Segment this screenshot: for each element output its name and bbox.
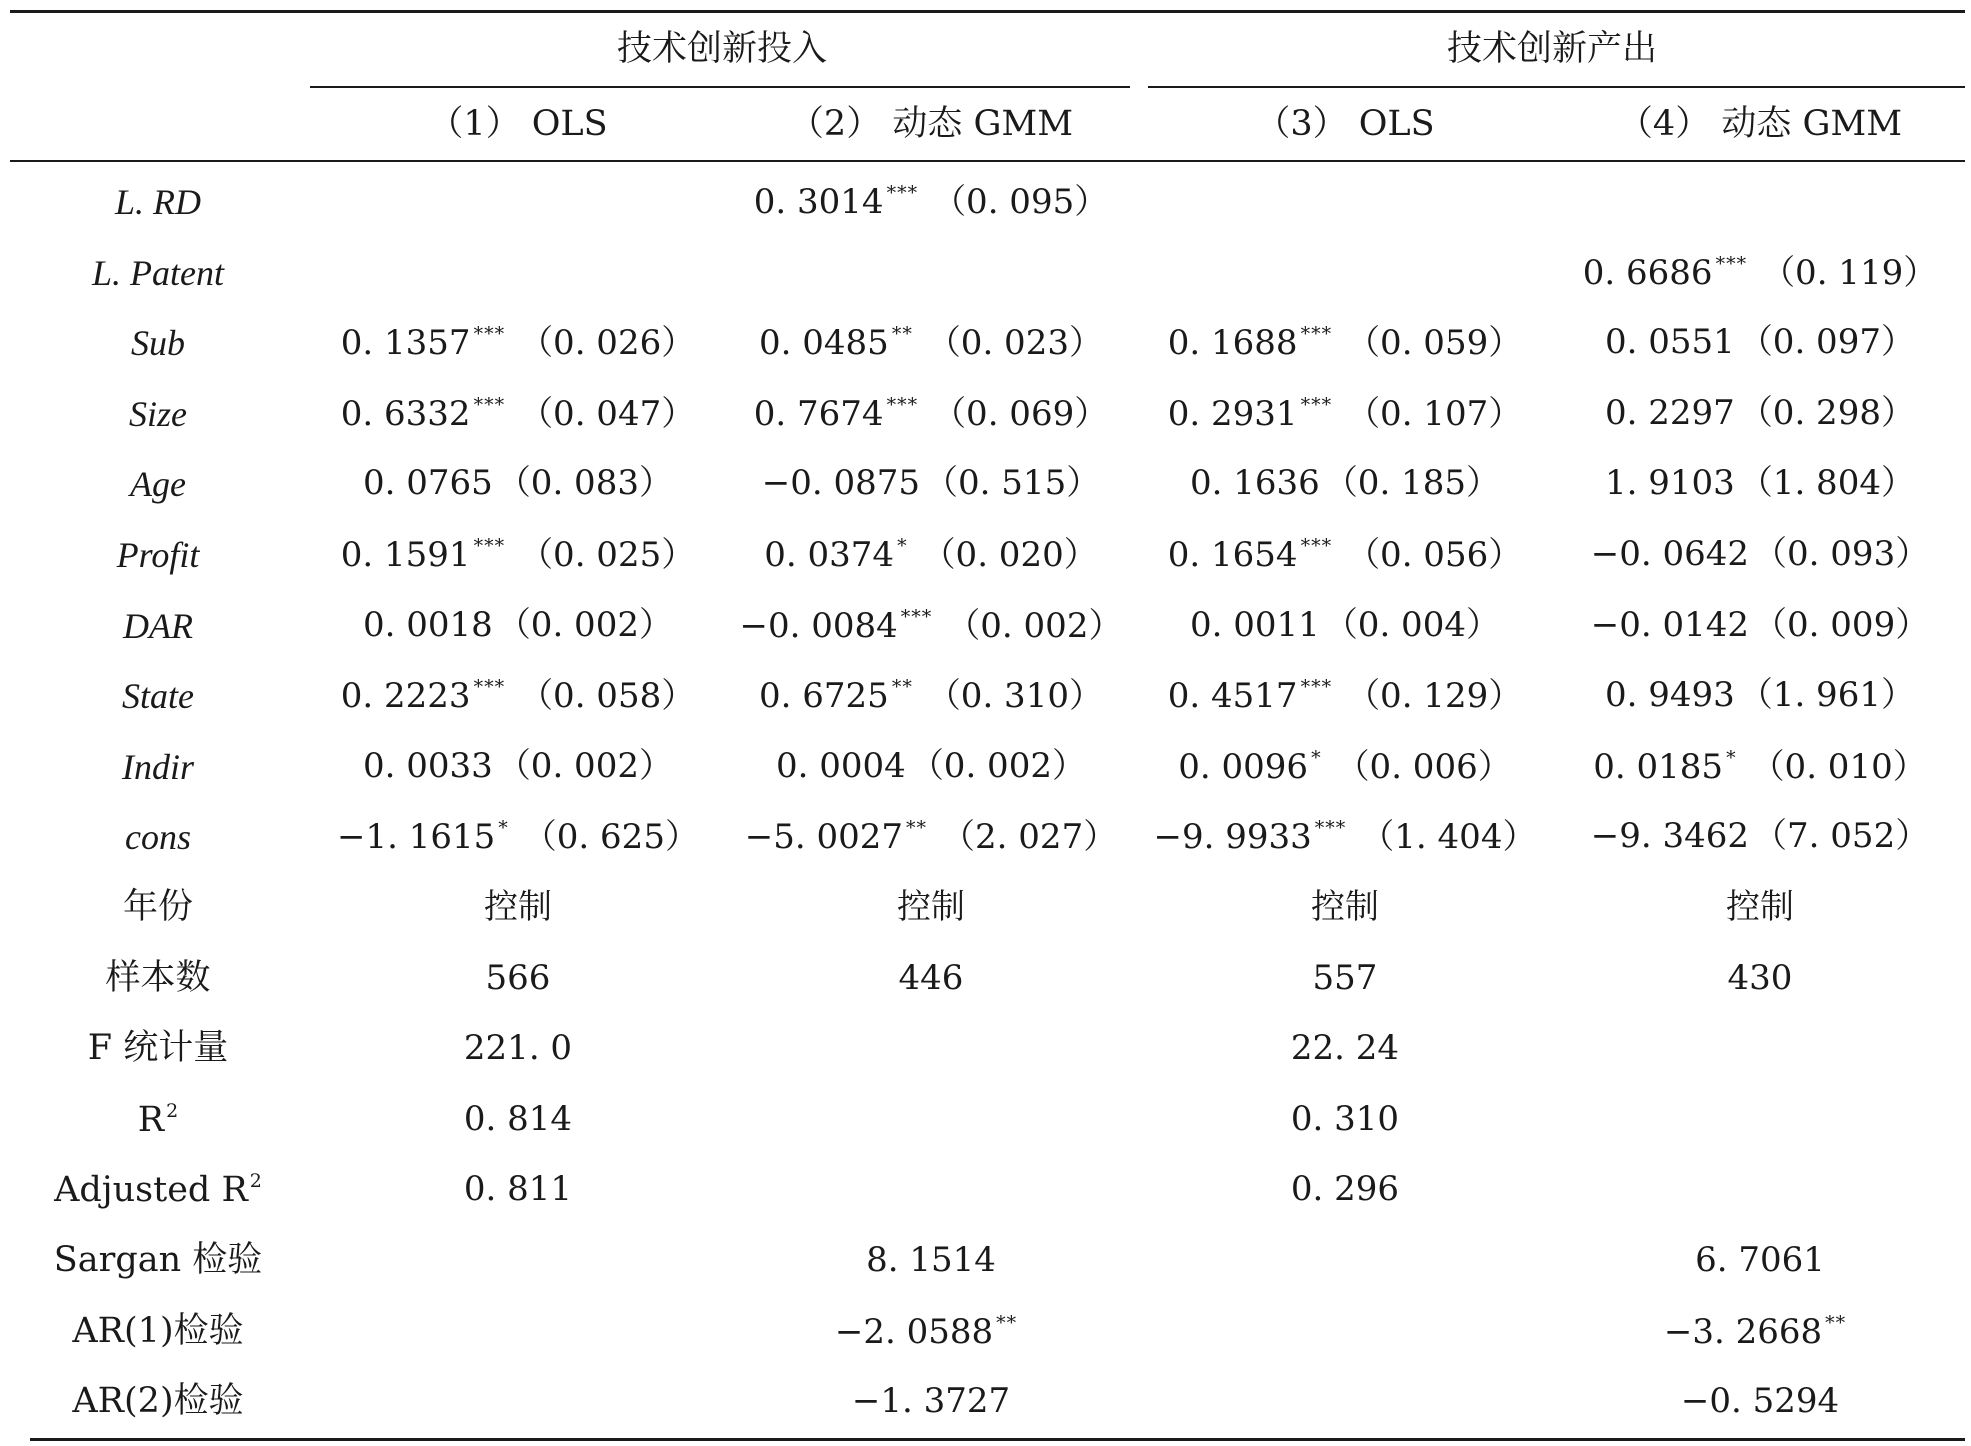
cell-coefficient: −5. 0027 bbox=[744, 817, 904, 857]
row-label-superscript: 2 bbox=[249, 1170, 262, 1192]
table-cell bbox=[485, 958, 551, 998]
cell-coefficient: −0. 0642 bbox=[1590, 534, 1750, 574]
cell-standard-error: （0. 009） bbox=[1753, 605, 1930, 645]
row-label-text: R bbox=[137, 1100, 165, 1140]
cell-standard-error: （0. 095） bbox=[932, 182, 1109, 222]
cell-standard-error: （0. 107） bbox=[1346, 394, 1523, 434]
cell-standard-error: （0. 002） bbox=[946, 606, 1123, 646]
cell-coefficient: 0. 0185 bbox=[1593, 747, 1724, 787]
cell-standard-error: （0. 310） bbox=[926, 676, 1103, 716]
row-label bbox=[72, 1311, 244, 1351]
row-label bbox=[53, 1240, 263, 1280]
table-cell bbox=[1312, 958, 1378, 998]
table-cell bbox=[776, 746, 1086, 786]
row-label-text: Age bbox=[130, 464, 186, 504]
cell-coefficient: 0. 2297 bbox=[1605, 393, 1735, 433]
row-label-text: AR(1)检验 bbox=[72, 1311, 244, 1351]
row-label-text: Indir bbox=[122, 747, 194, 787]
row-label-text: Sub bbox=[131, 323, 185, 363]
table-cell bbox=[1290, 1099, 1400, 1139]
cell-coefficient: 221. 0 bbox=[463, 1028, 573, 1068]
significance-stars: ** bbox=[1825, 1312, 1847, 1334]
row-label-text: 年份 bbox=[122, 887, 194, 927]
group-header-innovation-input: 技术创新投入 bbox=[616, 29, 828, 69]
cell-standard-error: （0. 119） bbox=[1761, 253, 1938, 293]
cell-coefficient: −0. 0142 bbox=[1590, 605, 1750, 645]
cell-standard-error: （0. 020） bbox=[921, 535, 1098, 575]
table-cell bbox=[340, 676, 696, 716]
cell-coefficient: 430 bbox=[1727, 958, 1793, 998]
cell-coefficient: 控制 bbox=[1311, 887, 1379, 927]
table-cell bbox=[834, 1312, 1027, 1352]
table-cell bbox=[337, 817, 699, 857]
row-label-text: Profit bbox=[116, 535, 200, 575]
table-cell bbox=[1605, 463, 1915, 503]
cell-coefficient: 446 bbox=[898, 958, 964, 998]
table-cell bbox=[753, 394, 1109, 434]
table-cell bbox=[1290, 1169, 1400, 1209]
significance-stars: ** bbox=[891, 323, 913, 345]
cell-standard-error: （1. 961） bbox=[1738, 675, 1915, 715]
column-header-2: （2） 动态 GMM bbox=[788, 104, 1074, 144]
bottom-rule bbox=[30, 1438, 1965, 1441]
cell-standard-error: （0. 093） bbox=[1753, 534, 1930, 574]
cell-coefficient: −9. 9933 bbox=[1153, 817, 1312, 857]
row-label-text: Size bbox=[129, 394, 187, 434]
significance-stars: *** bbox=[1715, 253, 1748, 275]
cell-standard-error: （0. 002） bbox=[496, 605, 673, 645]
row-label bbox=[122, 678, 194, 714]
table-cell bbox=[1695, 1240, 1825, 1280]
cell-standard-error: （0. 097） bbox=[1738, 322, 1915, 362]
cell-coefficient: 0. 2223 bbox=[340, 676, 471, 716]
cell-standard-error: （0. 058） bbox=[519, 676, 696, 716]
significance-stars: ** bbox=[891, 676, 913, 698]
cell-coefficient: 0. 9493 bbox=[1605, 675, 1735, 715]
row-label bbox=[54, 1172, 262, 1208]
row-label bbox=[122, 887, 194, 927]
row-label-text: F 统计量 bbox=[87, 1028, 229, 1068]
cell-standard-error: （0. 047） bbox=[519, 394, 696, 434]
group-header-innovation-output: 技术创新产出 bbox=[1446, 29, 1658, 69]
cell-coefficient: −9. 3462 bbox=[1590, 816, 1750, 856]
table-cell bbox=[1593, 747, 1927, 787]
table-cell bbox=[764, 535, 1098, 575]
column-header-3: （3） OLS bbox=[1255, 104, 1435, 144]
cell-standard-error: （0. 025） bbox=[519, 535, 696, 575]
cell-coefficient: −0. 5294 bbox=[1680, 1381, 1840, 1421]
table-cell bbox=[363, 605, 673, 645]
table-cell bbox=[1167, 323, 1523, 363]
cell-standard-error: （0. 002） bbox=[909, 746, 1086, 786]
table-cell bbox=[1582, 253, 1938, 293]
row-label bbox=[131, 325, 185, 361]
cell-standard-error: （0. 056） bbox=[1346, 535, 1523, 575]
cell-coefficient: 控制 bbox=[897, 887, 965, 927]
table-cell bbox=[1190, 463, 1500, 503]
table-cell bbox=[1290, 1028, 1400, 1068]
table-cell bbox=[1178, 747, 1512, 787]
table-cell bbox=[1590, 816, 1930, 856]
cell-coefficient: 566 bbox=[485, 958, 551, 998]
table-cell bbox=[1590, 605, 1930, 645]
table-cell bbox=[1167, 676, 1523, 716]
cell-standard-error: （0. 515） bbox=[924, 463, 1101, 503]
significance-stars: ** bbox=[906, 817, 928, 839]
cell-coefficient: 0. 7674 bbox=[753, 394, 884, 434]
cell-coefficient: 0. 296 bbox=[1290, 1169, 1400, 1209]
row-label bbox=[115, 184, 201, 220]
row-label bbox=[92, 255, 224, 291]
table-cell bbox=[759, 323, 1103, 363]
cell-coefficient: 0. 1357 bbox=[340, 323, 471, 363]
table-cell bbox=[463, 1028, 573, 1068]
row-label bbox=[105, 958, 211, 998]
cell-coefficient: 8. 1514 bbox=[866, 1240, 996, 1280]
row-label-text: L. RD bbox=[114, 182, 202, 222]
cell-standard-error: （0. 298） bbox=[1738, 393, 1915, 433]
cell-standard-error: （0. 006） bbox=[1335, 747, 1512, 787]
cell-coefficient: 0. 1636 bbox=[1190, 463, 1320, 503]
cell-coefficient: 0. 2931 bbox=[1167, 394, 1298, 434]
cell-coefficient: 0. 3014 bbox=[753, 182, 884, 222]
table-cell bbox=[463, 1099, 573, 1139]
top-rule bbox=[10, 10, 1965, 13]
row-label-text: 样本数 bbox=[105, 958, 211, 998]
cell-coefficient: 0. 0551 bbox=[1605, 322, 1735, 362]
row-label bbox=[130, 466, 186, 502]
row-label-text: State bbox=[122, 676, 194, 716]
cell-standard-error: （0. 185） bbox=[1323, 463, 1500, 503]
significance-stars: ** bbox=[996, 1312, 1018, 1334]
row-label-text: AR(2)检验 bbox=[72, 1381, 244, 1421]
significance-stars: *** bbox=[1300, 535, 1333, 557]
cell-coefficient: −3. 2668 bbox=[1663, 1312, 1823, 1352]
row-label bbox=[122, 749, 194, 785]
cell-coefficient: −1. 3727 bbox=[851, 1381, 1011, 1421]
significance-stars: *** bbox=[473, 323, 506, 345]
table-cell bbox=[759, 676, 1103, 716]
significance-stars: *** bbox=[900, 606, 933, 628]
table-cell bbox=[1605, 322, 1915, 362]
group-underline-input bbox=[310, 86, 1130, 88]
significance-stars: * bbox=[1726, 747, 1737, 769]
cell-standard-error: （0. 129） bbox=[1346, 676, 1523, 716]
table-cell bbox=[463, 1169, 573, 1209]
table-cell bbox=[1727, 958, 1793, 998]
row-label bbox=[87, 1028, 229, 1068]
table-cell bbox=[1167, 394, 1523, 434]
table-cell bbox=[866, 1240, 996, 1280]
row-label-text: DAR bbox=[123, 606, 193, 646]
table-cell bbox=[744, 817, 1118, 857]
significance-stars: *** bbox=[1300, 323, 1333, 345]
table-cell bbox=[340, 394, 696, 434]
cell-coefficient: 1. 9103 bbox=[1605, 463, 1735, 503]
significance-stars: *** bbox=[473, 676, 506, 698]
cell-standard-error: （0. 026） bbox=[519, 323, 696, 363]
row-label-text: L. Patent bbox=[92, 253, 224, 293]
group-underline-output bbox=[1148, 86, 1965, 88]
cell-coefficient: 0. 1654 bbox=[1167, 535, 1298, 575]
row-label bbox=[117, 537, 200, 573]
table-cell bbox=[1167, 535, 1523, 575]
cell-standard-error: （0. 004） bbox=[1323, 605, 1500, 645]
cell-standard-error: （7. 052） bbox=[1753, 816, 1930, 856]
table-cell bbox=[340, 535, 696, 575]
cell-coefficient: 0. 0033 bbox=[363, 746, 493, 786]
row-label bbox=[129, 396, 187, 432]
cell-coefficient: −1. 1615 bbox=[337, 817, 496, 857]
significance-stars: *** bbox=[1300, 676, 1333, 698]
cell-standard-error: （0. 083） bbox=[496, 463, 673, 503]
table-cell bbox=[897, 887, 965, 927]
cell-standard-error: （2. 027） bbox=[941, 817, 1118, 857]
row-label bbox=[125, 819, 191, 855]
cell-standard-error: （1. 804） bbox=[1738, 463, 1915, 503]
table-cell bbox=[1726, 887, 1794, 927]
table-cell bbox=[753, 182, 1109, 222]
cell-coefficient: −0. 0084 bbox=[739, 606, 898, 646]
significance-stars: *** bbox=[886, 394, 919, 416]
cell-coefficient: 0. 814 bbox=[463, 1099, 573, 1139]
table-cell bbox=[1190, 605, 1500, 645]
table-cell bbox=[898, 958, 964, 998]
cell-coefficient: 0. 0018 bbox=[363, 605, 493, 645]
row-label bbox=[72, 1381, 244, 1421]
header-rule bbox=[10, 160, 1965, 162]
row-label-text: Adjusted R bbox=[54, 1170, 248, 1210]
significance-stars: * bbox=[498, 817, 509, 839]
cell-coefficient: 0. 0096 bbox=[1178, 747, 1309, 787]
cell-coefficient: 0. 6725 bbox=[759, 676, 889, 716]
table-cell bbox=[1605, 675, 1915, 715]
cell-coefficient: 控制 bbox=[484, 887, 552, 927]
cell-coefficient: 0. 6332 bbox=[340, 394, 471, 434]
cell-coefficient: 0. 310 bbox=[1290, 1099, 1400, 1139]
cell-coefficient: 0. 0765 bbox=[363, 463, 493, 503]
column-header-4: （4） 动态 GMM bbox=[1617, 104, 1903, 144]
cell-standard-error: （0. 010） bbox=[1750, 747, 1927, 787]
significance-stars: * bbox=[897, 535, 908, 557]
cell-coefficient: 0. 0011 bbox=[1190, 605, 1320, 645]
cell-coefficient: 0. 811 bbox=[463, 1169, 573, 1209]
table-cell bbox=[1680, 1381, 1840, 1421]
cell-coefficient: 0. 4517 bbox=[1167, 676, 1298, 716]
row-label-text: cons bbox=[125, 817, 191, 857]
row-label bbox=[138, 1102, 178, 1138]
cell-standard-error: （0. 059） bbox=[1346, 323, 1523, 363]
row-label-superscript: 2 bbox=[166, 1100, 179, 1122]
cell-coefficient: 0. 6686 bbox=[1582, 253, 1713, 293]
cell-coefficient: 0. 0485 bbox=[759, 323, 889, 363]
cell-coefficient: 0. 1591 bbox=[340, 535, 471, 575]
cell-coefficient: 控制 bbox=[1726, 887, 1794, 927]
cell-coefficient: 0. 1688 bbox=[1167, 323, 1298, 363]
table-cell bbox=[1663, 1312, 1856, 1352]
table-cell bbox=[1590, 534, 1930, 574]
significance-stars: *** bbox=[473, 535, 506, 557]
row-label bbox=[123, 608, 193, 644]
cell-coefficient: −2. 0588 bbox=[834, 1312, 994, 1352]
table-cell bbox=[1605, 393, 1915, 433]
cell-coefficient: −0. 0875 bbox=[761, 463, 921, 503]
column-header-1: （1） OLS bbox=[428, 104, 608, 144]
cell-standard-error: （0. 002） bbox=[496, 746, 673, 786]
table-cell bbox=[1311, 887, 1379, 927]
table-cell bbox=[1153, 817, 1537, 857]
significance-stars: *** bbox=[473, 394, 506, 416]
significance-stars: * bbox=[1311, 747, 1322, 769]
cell-standard-error: （0. 069） bbox=[932, 394, 1109, 434]
table-cell bbox=[739, 606, 1123, 646]
cell-coefficient: 557 bbox=[1312, 958, 1378, 998]
table-cell bbox=[363, 463, 673, 503]
significance-stars: *** bbox=[886, 182, 919, 204]
table-cell bbox=[340, 323, 696, 363]
table-cell bbox=[484, 887, 552, 927]
cell-standard-error: （1. 404） bbox=[1360, 817, 1537, 857]
significance-stars: *** bbox=[1300, 394, 1333, 416]
cell-coefficient: 0. 0004 bbox=[776, 746, 906, 786]
cell-coefficient: 22. 24 bbox=[1290, 1028, 1400, 1068]
cell-coefficient: 0. 0374 bbox=[764, 535, 895, 575]
cell-standard-error: （0. 023） bbox=[926, 323, 1103, 363]
row-label-text: Sargan 检验 bbox=[53, 1240, 263, 1280]
significance-stars: *** bbox=[1314, 817, 1347, 839]
table-cell bbox=[363, 746, 673, 786]
cell-coefficient: 6. 7061 bbox=[1695, 1240, 1825, 1280]
cell-standard-error: （0. 625） bbox=[522, 817, 699, 857]
table-cell bbox=[761, 463, 1101, 503]
table-cell bbox=[851, 1381, 1011, 1421]
